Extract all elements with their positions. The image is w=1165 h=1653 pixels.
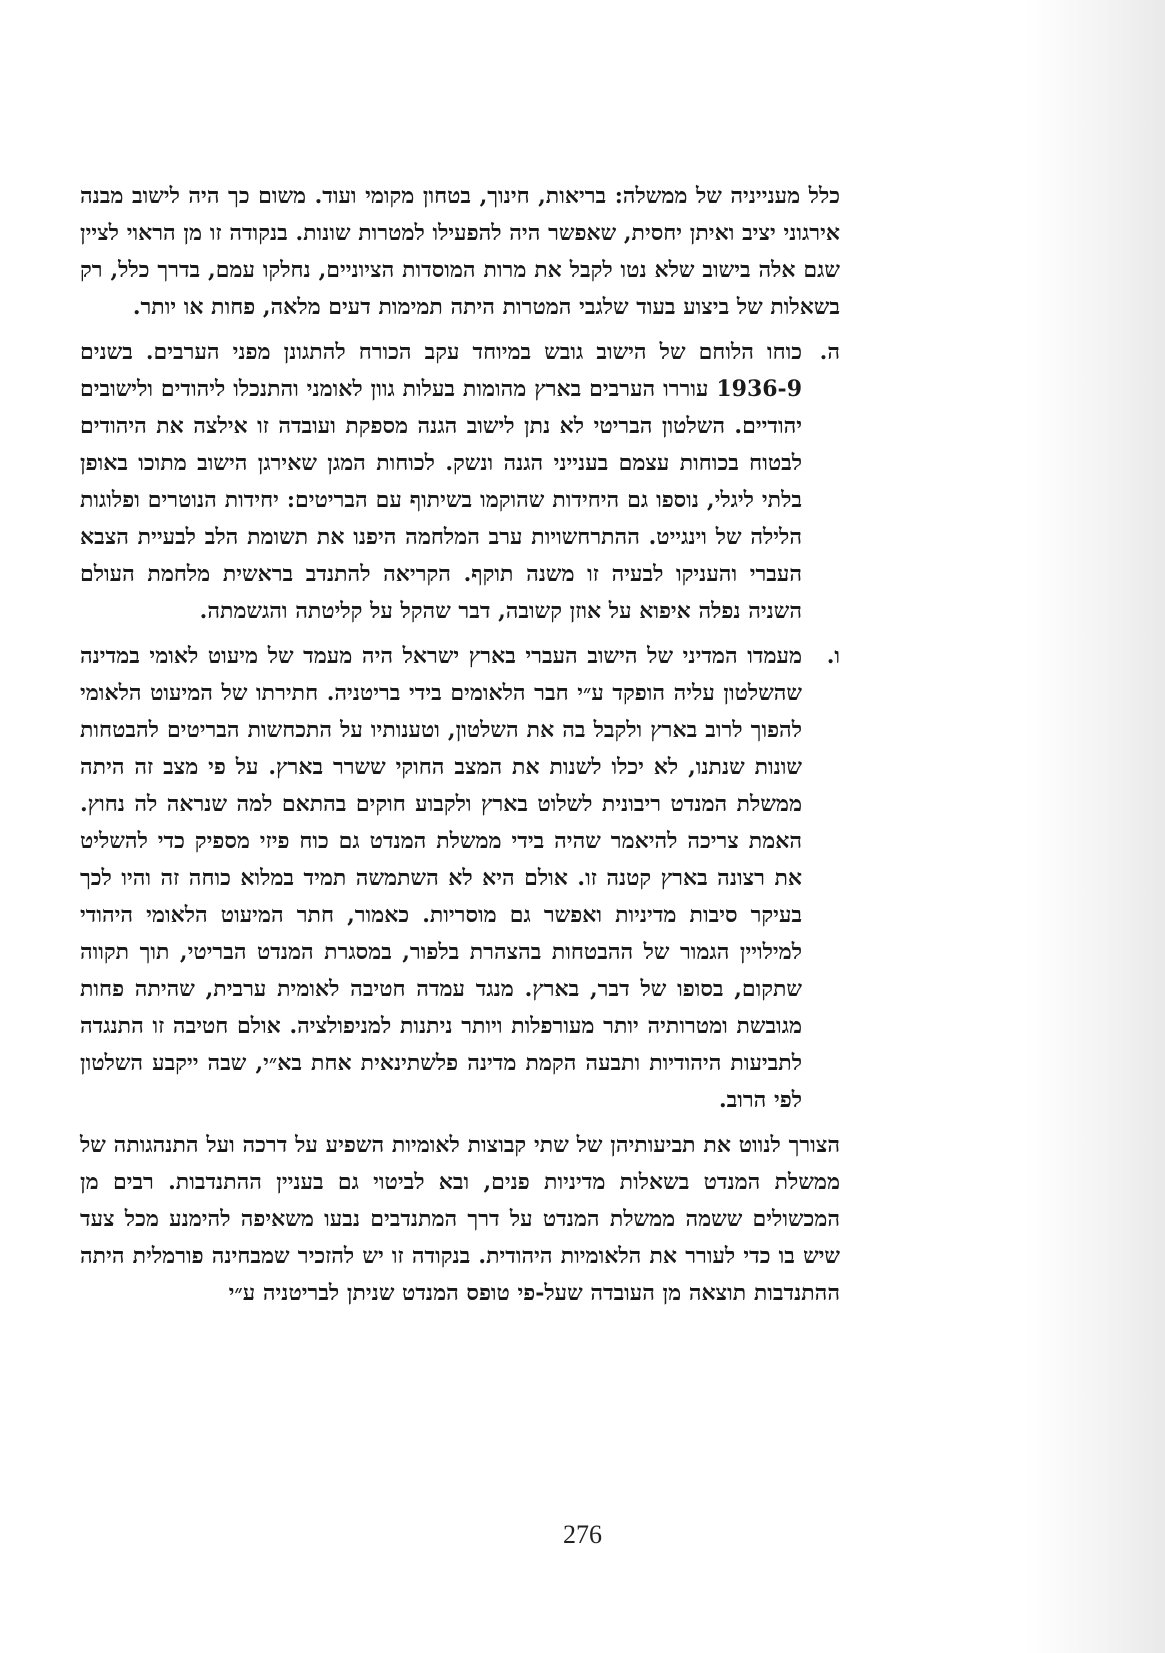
page-edge-shadow <box>1025 0 1165 1653</box>
intro-paragraph: כלל מענייניה של ממשלה: בריאות, חינוך, בטחון מקומי ועוד. משום כך היה לישוב מבנה אירגוני יציב ואיתן יחסית, שאפשר היה להפעילו למטרות שונות. בנקודה זו מן הראוי לציין שגם אלה בישוב שלא נטו לקבל את מרות המוסדות הציוניים, נחלקו עמם, בדרך כלל, רק בשאלות של ביצוע בעוד שלגבי המטרות היתה תמימות דעים מלאה, פחות או יותר. <box>80 183 840 320</box>
item-text: מעמדו המדיני של הישוב העברי בארץ ישראל היה מעמד של מיעוט לאומי במדינה שהשלטון עליה הופקד ע״י חבר הלאומים בידי בריטניה. חתירתו של המיעוט הלאומי להפוך לרוב בארץ ולקבל בה את השלטון, וטענותיו על התכחשות הבריטים להבטחות שונות שנתנו, לא יכלו לשנות את המצב החוקי ששרר בארץ. על פי מצב זה היתה ממשלת המנדט ריבונית לשלוט בארץ ולקבוע חוקים בהתאם למה שנראה לה נחוץ. האמת צריכה להיאמר שהיה בידי ממשלת המנדט גם כוח פיזי מספיק כדי להשליט את רצונה בארץ קטנה זו. אולם היא לא השתמשה תמיד במלוא כוחה זה והיו לכך בעיקר סיבות מדיניות ואפשר גם מוסריות. כאמור, חתר המיעוט הלאומי היהודי למילויין הגמור של ההבטחות בהצהרת בלפור, במסגרת המנדט הבריטי, תוך תקווה שתקום, בסופו של דבר, בארץ. מנגד עמדה חטיבה לאומית ערבית, שהיתה פחות מגובשת ומטרותיה יותר מעורפלות ויותר ניתנות למניפולציה. אולם חטיבה זו התנגדה לתביעות היהודיות ותבעה הקמת מדינה פלשתינאית אחת בא״י, שבה ייקבע השלטון לפי הרוב. <box>80 643 802 1113</box>
list-item-vav <box>80 638 840 1119</box>
list-item-he <box>80 334 840 630</box>
closing-paragraph: הצורך לנווט את תביעותיהן של שתי קבוצות לאומיות השפיע על דרכה ועל התנהגותה של ממשלת המנדט בשאלות מדיניות פנים, ובא לביטוי גם בעניין ההתנדבות. רבים מן המכשולים ששמה ממשלת המנדט על דרך המתנדבים נבעו משאיפה להימנע מכל צעד שיש בו כדי לעורר את הלאומיות היהודית. בנקודה זו יש להזכיר שמבחינה פורמלית היתה ההתנדבות תוצאה מן העובדה שעל-פי טופס המנדט שניתן לבריטניה ע״י <box>80 1132 840 1306</box>
item-letter: ו. <box>826 643 840 669</box>
body-text <box>80 178 840 1320</box>
item-letter: ה. <box>819 339 840 365</box>
item-text: כוחו הלוחם של הישוב גובש במיוחד עקב הכורח להתגונן מפני הערבים. בשנים 1936-9 עוררו הערבים בארץ מהומות בעלות גוון לאומני והתנכלו ליהודים ולישובים יהודיים. השלטון הבריטי לא נתן לישוב הגנה מספקת ועובדה זו אילצה את היהודים לבטוח בכוחות עצמם בענייני הגנה ונשק. לכוחות המגן שאירגן הישוב מתוכו באופן בלתי ליגלי, נוספו גם היחידות שהוקמו בשיתוף עם הבריטים: יחידות הנוטרים ופלוגות הלילה של וינגייט. ההתרחשויות ערב המלחמה היפנו את תשומת הלב לבעיית הצבא העברי והעניקו לבעיה זו משנה תוקף. הקריאה להתנדב בראשית מלחמת העולם השניה נפלה איפוא על אוזן קשובה, דבר שהקל על קליטתה והגשמתה. <box>80 339 802 624</box>
page-number: 276 <box>563 1520 602 1549</box>
